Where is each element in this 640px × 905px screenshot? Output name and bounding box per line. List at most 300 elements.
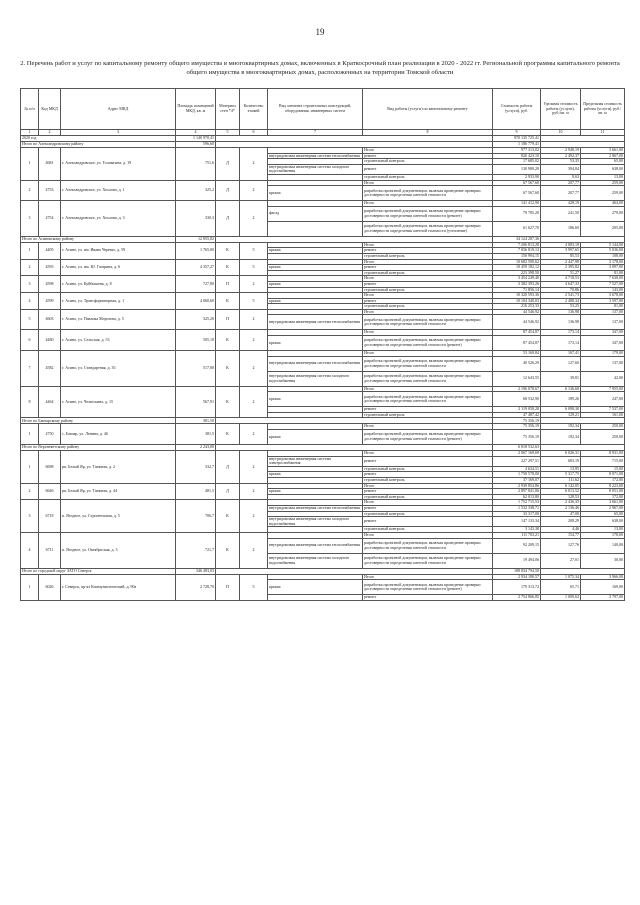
floor-count: 2: [240, 351, 268, 387]
col-index: 2: [39, 130, 61, 136]
element-type: внутридомовая инженерная система холодного водоснабжения: [268, 371, 363, 386]
house-address: г. Асино, ул. им. Ивана Черных, д. 59: [61, 242, 176, 259]
max-cost: 178,00: [581, 532, 625, 538]
work-type: строительный контроль: [363, 527, 493, 533]
col-floors: Количество этажей: [240, 89, 268, 130]
wall-material: К: [216, 532, 240, 568]
row-number: 1: [21, 242, 39, 259]
house-area: 706,7: [176, 500, 216, 533]
col-index: 1: [21, 130, 39, 136]
work-cost: 2 897 841,06: [493, 489, 541, 495]
col-index: 11: [581, 130, 625, 136]
work-type: ремонт: [363, 407, 493, 413]
wall-material: П: [216, 574, 240, 600]
house-code: 4480: [39, 330, 61, 351]
unit-cost: 4 083,18: [541, 242, 581, 248]
work-type: разработка проектной документации, включая проведение проверки достоверности определения сметной стоимости: [363, 186, 493, 201]
house-address: г. Асино, ул. Павлика Морозова, д. 5: [61, 309, 176, 330]
house-code: 4598: [39, 276, 61, 293]
work-type: ремонт: [363, 153, 493, 159]
element-type: крыша: [268, 430, 363, 445]
max-cost: 172,00: [581, 494, 625, 500]
house-address: г. Северск, пр-кт Коммунистический, д. 90а: [61, 574, 176, 600]
work-cost: 2 196 078,67: [493, 386, 541, 392]
work-type: строительный контроль: [363, 466, 493, 472]
element-type: внутридомовая инженерная система теплоснабжения: [268, 538, 363, 553]
wall-material: Д: [216, 483, 240, 500]
max-cost: 3 966,00: [581, 574, 625, 580]
wall-material: К: [216, 424, 240, 445]
work-type: строительный контроль: [363, 304, 493, 310]
unit-cost: 192,34: [541, 430, 581, 445]
unit-cost: 2 948,19: [541, 148, 581, 154]
district-cost: 34 124 287,36: [493, 236, 541, 242]
house-code: 6711: [39, 532, 61, 568]
element-type: крыша: [268, 281, 363, 287]
max-cost: 3 678,00: [581, 293, 625, 299]
unit-cost: 192,34: [541, 424, 581, 430]
row-number: 1: [21, 148, 39, 181]
work-type: ремонт: [363, 456, 493, 466]
col-address: Адрес МКД: [61, 89, 176, 130]
unit-cost: 2 492,37: [541, 153, 581, 159]
element-type: внутридомовая инженерная система холодного водоснабжения: [268, 164, 363, 174]
col-element: Вид элемента строительных конструкций, оборудования, инженерных систем: [268, 89, 363, 130]
work-type: Итого: [363, 293, 493, 299]
wall-material: Д: [216, 148, 240, 181]
house-code: 4599: [39, 293, 61, 310]
unit-cost: 5 317,75: [541, 472, 581, 478]
house-area: 4 060,60: [176, 293, 216, 310]
element-type: внутридомовая инженерная система электроснабжения: [268, 456, 363, 466]
unit-cost: 6 026,31: [541, 451, 581, 457]
unit-cost: 2 436,35: [541, 500, 581, 506]
unit-cost: 241,50: [541, 206, 581, 221]
unit-cost: 129,21: [541, 412, 581, 418]
work-type: ремонт: [363, 489, 493, 495]
max-cost: 81,00: [581, 304, 625, 310]
floor-count: 5: [240, 242, 268, 259]
max-cost: 169,00: [581, 580, 625, 595]
work-cost: 33 317,00: [493, 511, 541, 517]
work-cost: 150 994,15: [493, 253, 541, 259]
floor-count: 2: [240, 500, 268, 533]
wall-material: П: [216, 309, 240, 330]
wall-material: К: [216, 242, 240, 259]
work-cost: 47 487,42: [493, 412, 541, 418]
unit-cost: 6 142,05: [541, 483, 581, 489]
max-cost: 259,00: [581, 180, 625, 186]
wall-material: К: [216, 386, 240, 418]
unit-cost: 85,53: [541, 253, 581, 259]
max-cost: 15,00: [581, 466, 625, 472]
col-work: Вид работы (услуги) по капитальному ремонту: [363, 89, 493, 130]
floor-count: 2: [240, 330, 268, 351]
max-cost: 250,00: [581, 430, 625, 445]
house-code: 4754: [39, 201, 61, 237]
house-address: г. Асино, ул. Куйбышева, д. 8: [61, 276, 176, 293]
work-type: строительный контроль: [363, 412, 493, 418]
work-type: разработка проектной документации, включая проведение проверки достоверности определения сметной стоимости: [363, 356, 493, 371]
year-cost: 970 135 725,41: [493, 136, 541, 142]
element-type: фасад: [268, 206, 363, 221]
work-type: разработка проектной документации, включая проведение проверки достоверности определения сметной стоимости: [363, 538, 493, 553]
work-type: строительный контроль: [363, 174, 493, 180]
work-type: Итого: [363, 483, 493, 489]
work-type: разработка проектной документации, включая проведение проверки достоверности определения сметной стоимости: [363, 315, 493, 330]
element-type: внутридомовая инженерная система холодного водоснабжения: [268, 553, 363, 568]
work-cost: 216 253,33: [493, 304, 541, 310]
unit-cost: 154,77: [541, 532, 581, 538]
house-address: рп. Белый Яр, ул. Таежная, д. 2: [61, 451, 176, 484]
max-cost: 137,00: [581, 315, 625, 330]
unit-cost: 189,26: [541, 392, 581, 407]
unit-cost: 2 136,46: [541, 505, 581, 511]
floor-count: 2: [240, 532, 268, 568]
max-cost: 65,00: [581, 511, 625, 517]
work-type: Итого: [363, 276, 493, 282]
house-area: 2 728,70: [176, 574, 216, 600]
work-cost: 4 634,51: [493, 466, 541, 472]
work-type: ремонт: [363, 595, 493, 601]
document-title: 2. Перечень работ и услуг по капитальному ремонту общего имущества в многоквартирных домах, включенных в Краткосрочный план реализации в 2020 - 2022 гг. Региональной программы капитального ремонта общего имущества в многоквартирных домах, расположенных на территории Томской области: [20, 60, 620, 76]
element-type: внутридомовая инженерная система теплоснабжения: [268, 315, 363, 330]
district-label: Итого по Александровскому району: [21, 142, 176, 148]
house-area: 481,5: [176, 483, 216, 500]
unit-cost: 4,46: [541, 527, 581, 533]
house-code: 4464: [39, 386, 61, 418]
house-code: 6026: [39, 574, 61, 600]
work-type: ремонт: [363, 265, 493, 271]
house-area: 4 357,27: [176, 259, 216, 276]
unit-cost: 186,69: [541, 221, 581, 236]
unit-cost: 2 447,98: [541, 259, 581, 265]
district-cost: 1 186 779,41: [493, 142, 541, 148]
work-type: строительный контроль: [363, 494, 493, 500]
max-cost: 638,00: [581, 164, 625, 174]
works-table: [20, 88, 624, 601]
col-cost: Стоимость работы (услуги), руб.: [493, 89, 541, 130]
work-cost: 12 643,55: [493, 371, 541, 386]
wall-material: К: [216, 259, 240, 276]
house-code: 4405: [39, 242, 61, 259]
house-code: 6698: [39, 451, 61, 484]
house-code: 4750: [39, 424, 61, 445]
unit-cost: 2 488,34: [541, 298, 581, 304]
element-type: крыша: [268, 298, 363, 304]
district-area: 596,60: [176, 142, 216, 148]
work-type: разработка проектной документации, включая проведение проверки достоверности определения сметной стоимости: [363, 392, 493, 407]
unit-cost: 1 075,34: [541, 574, 581, 580]
work-cost: 67 567,60: [493, 180, 541, 186]
unit-cost: 6 136,68: [541, 386, 581, 392]
unit-cost: 47,00: [541, 511, 581, 517]
max-cost: 13,00: [581, 174, 625, 180]
work-type: Итого: [363, 574, 493, 580]
unit-cost: 173,14: [541, 336, 581, 351]
max-cost: 30,00: [581, 553, 625, 568]
work-cost: 44 546,92: [493, 309, 541, 315]
work-cost: 10 459 182,12: [493, 265, 541, 271]
work-cost: 147 133,34: [493, 517, 541, 527]
col-index: 6: [240, 130, 268, 136]
wall-material: К: [216, 351, 240, 387]
max-cost: 8 051,00: [581, 489, 625, 495]
work-type: Итого: [363, 242, 493, 248]
work-cost: 3 454 249,40: [493, 276, 541, 282]
max-cost: 7 537,00: [581, 407, 625, 413]
unit-cost: 53,35: [541, 159, 581, 165]
wall-material: Д: [216, 201, 240, 237]
col-index: 8: [363, 130, 493, 136]
work-type: разработка проектной документации, включая проведение проверки достоверности определения сметной стоимости: [363, 553, 493, 568]
work-cost: 7 056 819,13: [493, 248, 541, 254]
row-number: 2: [21, 483, 39, 500]
work-type: Итого: [363, 351, 493, 357]
row-number: 3: [21, 276, 39, 293]
wall-material: П: [216, 276, 240, 293]
max-cost: 3 661,00: [581, 148, 625, 154]
floor-count: 2: [240, 483, 268, 500]
unit-cost: 65,71: [541, 580, 581, 595]
district-cost: 188 834 794,50: [493, 568, 541, 574]
unit-cost: 127,60: [541, 356, 581, 371]
col-code: Код МКД: [39, 89, 61, 130]
row-number: 2: [21, 180, 39, 201]
house-address: г. Асино, ул. Трансформаторная, д. 1: [61, 293, 176, 310]
house-code: 4593: [39, 259, 61, 276]
unit-cost: 394,84: [541, 164, 581, 174]
work-type: строительный контроль: [363, 287, 493, 293]
house-area: 330,3: [176, 201, 216, 237]
unit-cost: 3 997,65: [541, 248, 581, 254]
work-cost: 141 412,90: [493, 201, 541, 207]
unit-cost: 683,19: [541, 456, 581, 466]
house-code: 4603: [39, 309, 61, 330]
col-num: № п/п: [21, 89, 39, 130]
work-type: ремонт: [363, 472, 493, 478]
unit-cost: 207,77: [541, 180, 581, 186]
row-number: 1: [21, 574, 39, 600]
max-cost: 205,00: [581, 221, 625, 236]
max-cost: 279,00: [581, 206, 625, 221]
work-type: Итого: [363, 201, 493, 207]
work-type: разработка проектной документации, включая проведение проверки достоверности определения сметной стоимости: [363, 371, 493, 386]
district-cost: 75 356,19: [493, 418, 541, 424]
district-label: Итого по Бакчарскому району: [21, 418, 176, 424]
house-area: 721,7: [176, 532, 216, 568]
house-address: рп. Белый Яр, ул. Таежная, д. 44: [61, 483, 176, 500]
unit-cost: 128,53: [541, 494, 581, 500]
max-cost: 7 630,00: [581, 276, 625, 282]
work-type: Итого: [363, 424, 493, 430]
house-address: п. Ягодное, ул. Октябрьская, д. 3: [61, 532, 176, 568]
max-cost: 247,00: [581, 392, 625, 407]
work-cost: 223 398,50: [493, 270, 541, 276]
unit-cost: 1 009,63: [541, 595, 581, 601]
floor-count: 5: [240, 574, 268, 600]
element-type: внутридомовая инженерная система холодного водоснабжения: [268, 517, 363, 527]
max-cost: 7 527,00: [581, 281, 625, 287]
work-type: ремонт: [363, 517, 493, 527]
work-type: Итого: [363, 386, 493, 392]
work-type: Итого: [363, 532, 493, 538]
house-address: с. Бакчар, ул. Ленина, д. 46: [61, 424, 176, 445]
work-type: строительный контроль: [363, 159, 493, 165]
house-area: 567,91: [176, 386, 216, 418]
house-address: п. Ягодное, ул. Строительная, д. 5: [61, 500, 176, 533]
work-cost: 2 934 180,57: [493, 574, 541, 580]
col-index: 3: [61, 130, 176, 136]
unit-cost: 6 013,52: [541, 489, 581, 495]
max-cost: 3 797,00: [581, 595, 625, 601]
house-address: г. Александровское, ул. Хохлова, д. 3: [61, 201, 176, 237]
max-cost: 5 144,00: [581, 242, 625, 248]
house-area: 505,10: [176, 330, 216, 351]
unit-cost: 173,14: [541, 330, 581, 336]
work-cost: 79 785,20: [493, 206, 541, 221]
max-cost: 638,00: [581, 517, 625, 527]
max-cost: 3 661,00: [581, 500, 625, 506]
work-cost: 2 933,90: [493, 174, 541, 180]
work-cost: 2 939 854,86: [493, 483, 541, 489]
max-cost: 108,00: [581, 253, 625, 259]
work-cost: 3 382 393,26: [493, 281, 541, 287]
unit-cost: 4 718,53: [541, 276, 581, 282]
work-type: Итого: [363, 309, 493, 315]
element-type: [268, 595, 363, 601]
unit-cost: 13,95: [541, 466, 581, 472]
max-cost: 81,00: [581, 270, 625, 276]
work-cost: 75 356,19: [493, 424, 541, 430]
floor-count: 5: [240, 259, 268, 276]
work-type: Итого: [363, 451, 493, 457]
max-cost: 464,00: [581, 201, 625, 207]
work-type: ремонт: [363, 164, 493, 174]
col-index: 7: [268, 130, 363, 136]
max-cost: 347,00: [581, 336, 625, 351]
house-area: 381,5: [176, 424, 216, 445]
district-label: Итого по Верхнекетскому району: [21, 445, 176, 451]
max-cost: 715,00: [581, 456, 625, 466]
work-cost: 40 526,29: [493, 356, 541, 371]
max-cost: 137,00: [581, 356, 625, 371]
work-cost: 37 169,07: [493, 478, 541, 484]
col-index: 5: [216, 130, 240, 136]
work-cost: 10 682 590,62: [493, 259, 541, 265]
max-cost: 8 223,00: [581, 483, 625, 489]
work-type: ремонт: [363, 248, 493, 254]
wall-material: К: [216, 330, 240, 351]
house-area: 1 765,00: [176, 242, 216, 259]
col-area: Площадь помещений МКД, кв. м: [176, 89, 216, 130]
work-cost: 87 454,87: [493, 330, 541, 336]
district-area: 2 243,00: [176, 445, 216, 451]
row-number: 4: [21, 532, 39, 568]
work-cost: 1 532 338,71: [493, 505, 541, 511]
unit-cost: 70,86: [541, 287, 581, 293]
wall-material: Д: [216, 451, 240, 484]
element-type: [268, 221, 363, 236]
work-type: строительный контроль: [363, 511, 493, 517]
row-number: 7: [21, 351, 39, 387]
work-type: разработка проектной документации, включая проведение проверки достоверности определения сметной стоимости (ремонт): [363, 430, 493, 445]
max-cost: 172,00: [581, 478, 625, 484]
work-cost: 3 143,38: [493, 527, 541, 533]
work-cost: 10 320 593,36: [493, 293, 541, 299]
house-code: 6646: [39, 483, 61, 500]
unit-cost: 6 098,30: [541, 407, 581, 413]
work-type: разработка проектной документации, включая проведение проверки достоверности определения сметной стоимости (ремонт): [363, 336, 493, 351]
district-area: 12 855,82: [176, 236, 216, 242]
floor-count: 2: [240, 201, 268, 237]
max-cost: 3 178,00: [581, 259, 625, 265]
element-type: внутридомовая инженерная система теплоснабжения: [268, 356, 363, 371]
unit-cost: 4 647,33: [541, 281, 581, 287]
max-cost: 179,00: [581, 351, 625, 357]
work-cost: 977 313,02: [493, 148, 541, 154]
max-cost: 2 967,00: [581, 505, 625, 511]
work-cost: 87 454,87: [493, 336, 541, 351]
wall-material: К: [216, 293, 240, 310]
district-label: Итого по городской округ ЗАТО Северск: [21, 568, 176, 574]
work-type: разработка проектной документации, включая проведение проверки достоверности определения сметной стоимости (утепление): [363, 221, 493, 236]
work-cost: 2 067 169,69: [493, 451, 541, 457]
year-label: 2020 год: [21, 136, 176, 142]
work-type: ремонт: [363, 505, 493, 511]
row-number: 2: [21, 259, 39, 276]
work-cost: 53 169,84: [493, 351, 541, 357]
work-cost: 227 297,51: [493, 456, 541, 466]
header-row: [21, 89, 625, 130]
floor-count: 2: [240, 309, 268, 330]
max-cost: 2 967,00: [581, 153, 625, 159]
work-cost: 2 119 058,28: [493, 407, 541, 413]
work-cost: 19 494,06: [493, 553, 541, 568]
house-code: 4681: [39, 148, 61, 181]
work-cost: 179 313,72: [493, 580, 541, 595]
work-cost: 7 206 813,28: [493, 242, 541, 248]
work-cost: 17 685,02: [493, 159, 541, 165]
work-cost: 10 104 340,03: [493, 298, 541, 304]
work-type: Итого: [363, 259, 493, 265]
floor-count: 2: [240, 180, 268, 201]
row-number: 4: [21, 293, 39, 310]
floor-count: 2: [240, 386, 268, 418]
max-cost: 65,00: [581, 159, 625, 165]
max-cost: 3 097,00: [581, 265, 625, 271]
unit-cost: 127,76: [541, 538, 581, 553]
floor-count: 2: [240, 148, 268, 181]
house-area: 325,20: [176, 309, 216, 330]
wall-material: Д: [216, 180, 240, 201]
unit-cost: 167,41: [541, 351, 581, 357]
unit-cost: 8,63: [541, 174, 581, 180]
house-area: 751,6: [176, 148, 216, 181]
work-type: строительный контроль: [363, 270, 493, 276]
house-code: 6718: [39, 500, 61, 533]
work-cost: 826 423,10: [493, 153, 541, 159]
house-address: г. Александровское, ул. Хохлова, д. 1: [61, 180, 176, 201]
max-cost: 137,00: [581, 309, 625, 315]
floor-count: 2: [240, 424, 268, 445]
work-type: строительный контроль: [363, 478, 493, 484]
floor-count: 2: [240, 276, 268, 293]
table-body: [21, 136, 625, 601]
col-unit-cost: Удельная стоимость работы (услуги), руб./кв. м: [541, 89, 581, 130]
work-cost: 130 980,20: [493, 164, 541, 174]
element-type: крыша: [268, 265, 363, 271]
